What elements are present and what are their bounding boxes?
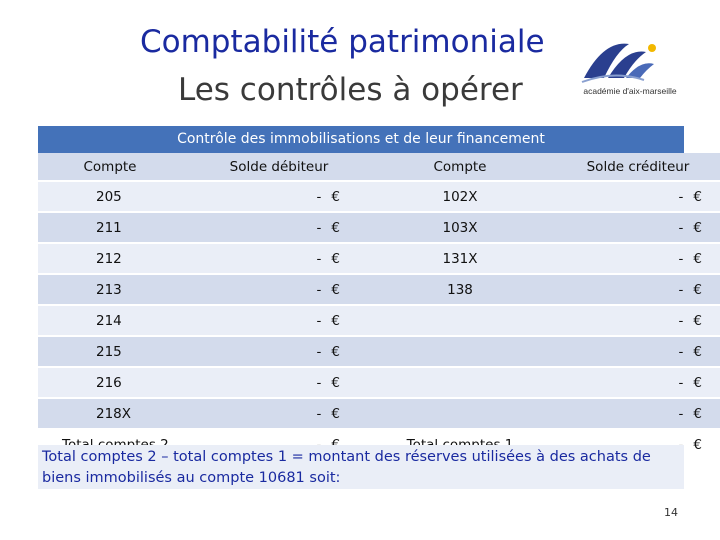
solde-debiteur-cell	[188, 243, 370, 274]
solde-value: -	[316, 405, 322, 422]
compte-debit-cell: 218X	[38, 398, 188, 429]
compte-credit-cell	[370, 305, 550, 336]
academy-logo-text: académie d'aix-marseille	[583, 86, 677, 96]
compte-debit-cell: 215	[38, 336, 188, 367]
compte-debit-cell: 205	[38, 181, 188, 212]
footnote: Total comptes 2 – total comptes 1 = montant des réserves utilisées à des achats de biens immobilisés au compte 10681 soit:	[38, 445, 684, 489]
compte-debit-cell: 213	[38, 274, 188, 305]
solde-value: -	[678, 281, 684, 298]
solde-value: -	[678, 250, 684, 267]
solde-value: -	[678, 312, 684, 329]
currency-symbol: €	[331, 374, 340, 391]
currency-symbol: €	[693, 219, 702, 236]
table-row	[38, 243, 720, 274]
solde-value: -	[678, 405, 684, 422]
solde-crediteur-cell	[550, 367, 720, 398]
solde-crediteur-cell	[550, 336, 720, 367]
col-header-solde-crediteur: Solde créditeur	[550, 153, 720, 181]
solde-crediteur-cell	[550, 274, 720, 305]
table-row	[38, 305, 720, 336]
solde-crediteur-cell	[550, 212, 720, 243]
solde-value: -	[678, 374, 684, 391]
solde-value: -	[316, 312, 322, 329]
table-row	[38, 336, 720, 367]
currency-symbol: €	[331, 312, 340, 329]
solde-debiteur-cell	[188, 367, 370, 398]
currency-symbol: €	[693, 374, 702, 391]
currency-symbol: €	[693, 250, 702, 267]
slide-title: Comptabilité patrimoniale	[140, 24, 545, 60]
solde-debiteur-cell	[188, 336, 370, 367]
compte-credit-cell	[370, 367, 550, 398]
currency-symbol: €	[331, 281, 340, 298]
compte-credit-cell	[370, 398, 550, 429]
table-title: Contrôle des immobilisations et de leur financement	[38, 126, 684, 153]
slide-subtitle: Les contrôles à opérer	[178, 72, 523, 108]
immobilisations-table	[38, 126, 702, 461]
solde-crediteur-cell	[550, 181, 720, 212]
col-header-solde-debiteur: Solde débiteur	[188, 153, 370, 181]
currency-symbol: €	[331, 188, 340, 205]
solde-crediteur-cell	[550, 243, 720, 274]
col-header-compte-debit: Compte	[38, 153, 188, 181]
compte-debit-cell: 211	[38, 212, 188, 243]
currency-symbol: €	[693, 281, 702, 298]
solde-debiteur-cell	[188, 181, 370, 212]
compte-credit-cell	[370, 336, 550, 367]
currency-symbol: €	[693, 405, 702, 422]
solde-value: -	[316, 219, 322, 236]
currency-symbol: €	[693, 343, 702, 360]
currency-symbol: €	[693, 436, 702, 453]
currency-symbol: €	[331, 219, 340, 236]
solde-crediteur-cell	[550, 398, 720, 429]
compte-credit-cell: 102X	[370, 181, 550, 212]
solde-value: -	[316, 188, 322, 205]
solde-value: -	[678, 188, 684, 205]
currency-symbol: €	[331, 405, 340, 422]
solde-value: -	[678, 343, 684, 360]
solde-value: -	[316, 343, 322, 360]
solde-debiteur-cell	[188, 212, 370, 243]
solde-crediteur-cell	[550, 305, 720, 336]
page-number: 14	[664, 506, 678, 519]
compte-debit-cell: 216	[38, 367, 188, 398]
compte-credit-cell: 103X	[370, 212, 550, 243]
table-row	[38, 398, 720, 429]
compte-credit-cell: 138	[370, 274, 550, 305]
solde-value: -	[316, 250, 322, 267]
table-row	[38, 212, 720, 243]
solde-value: -	[316, 374, 322, 391]
currency-symbol: €	[693, 188, 702, 205]
compte-debit-cell: 212	[38, 243, 188, 274]
solde-value: -	[678, 219, 684, 236]
col-header-compte-credit: Compte	[370, 153, 550, 181]
currency-symbol: €	[331, 343, 340, 360]
solde-debiteur-cell	[188, 398, 370, 429]
solde-debiteur-cell	[188, 305, 370, 336]
table-row	[38, 367, 720, 398]
currency-symbol: €	[693, 312, 702, 329]
compte-debit-cell: 214	[38, 305, 188, 336]
table-row	[38, 274, 720, 305]
currency-symbol: €	[331, 250, 340, 267]
table-row	[38, 181, 720, 212]
solde-debiteur-cell	[188, 274, 370, 305]
solde-value: -	[316, 281, 322, 298]
compte-credit-cell: 131X	[370, 243, 550, 274]
